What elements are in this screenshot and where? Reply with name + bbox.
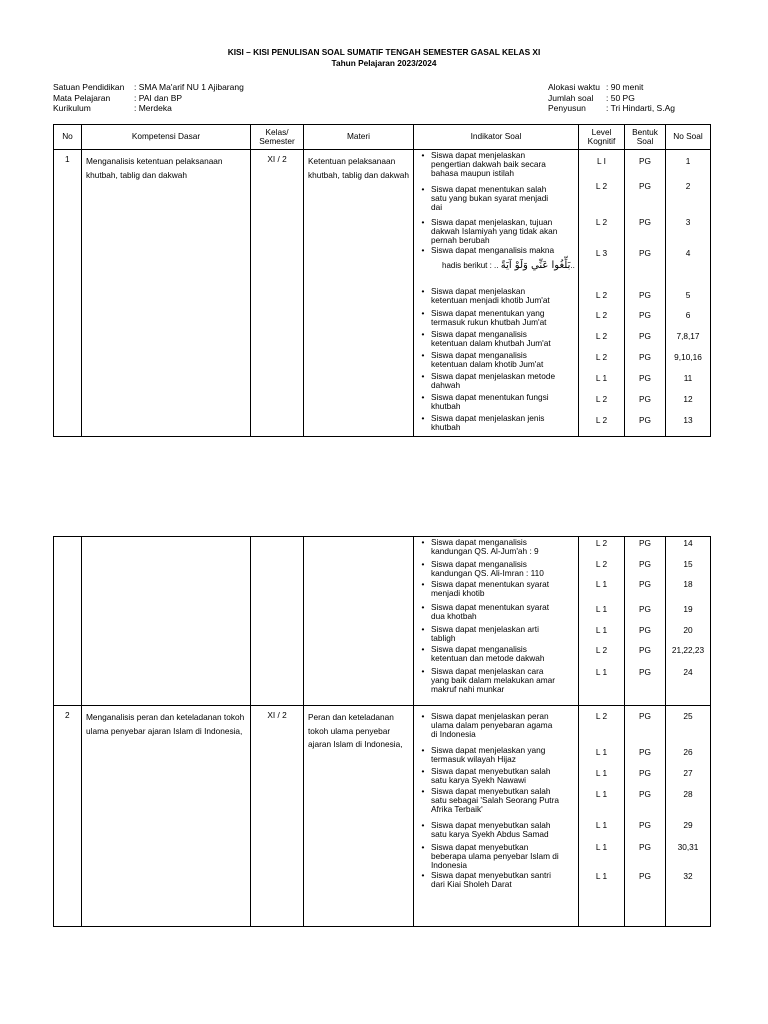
level-value: L I — [597, 156, 606, 166]
indicator-text — [431, 712, 576, 738]
indikator-cell — [414, 150, 579, 437]
meta-value: : Merdeka — [134, 103, 172, 113]
indicator-item — [418, 580, 576, 598]
indicator-line: pernah berubah — [431, 234, 490, 245]
materi: Peran dan keteladanan tokoh ulama penyebar ajaran Islam di Indonesia, — [304, 706, 414, 927]
indicator-line: Siswa dapat menjelaskan cara — [431, 666, 544, 676]
meta-label: Mata Pelajaran — [53, 92, 111, 103]
indicator-line: Siswa dapat menyebutkan salah — [431, 820, 551, 830]
meta-row — [548, 103, 675, 114]
nomor-value: 5 — [685, 290, 691, 300]
indicator-line: dua khotbah — [431, 610, 477, 621]
indikator-cell — [414, 537, 579, 706]
indicator-line: beberapa ulama penyebar Islam di — [431, 850, 559, 861]
meta-label: Satuan Pendidikan — [53, 82, 125, 92]
meta-value: : SMA Ma'arif NU 1 Ajibarang — [134, 82, 244, 92]
indicator-text — [431, 414, 576, 432]
indicator-item — [418, 309, 576, 327]
kelas-semester: XI / 2 — [251, 150, 304, 437]
row-no: 2 — [54, 706, 82, 927]
indicator-text — [431, 645, 576, 663]
indicator-text — [431, 246, 576, 255]
nomor-value: 28 — [683, 789, 693, 799]
bullet-icon: • — [421, 842, 425, 852]
indicator-line: Siswa dapat menentukan fungsi — [431, 392, 549, 402]
bentuk-value: PG — [639, 789, 651, 799]
bentuk-value: PG — [639, 768, 651, 778]
header-bentuk: Bentuk Soal — [625, 125, 666, 150]
level-value: L 2 — [595, 290, 608, 300]
indicator-text — [431, 843, 576, 869]
meta-value: : PAI dan BP — [134, 92, 183, 103]
bentuk-cell — [625, 706, 666, 927]
indicator-line: Siswa dapat menganalisis — [431, 350, 527, 360]
indicator-line: ketentuan dalam khotib Jum'at — [431, 358, 544, 369]
indicator-line: Siswa dapat menentukan yang — [431, 308, 545, 318]
indicator-line: Siswa dapat menyebutkan santri — [431, 870, 551, 880]
meta-label: Alokasi waktu — [548, 82, 600, 92]
bullet-icon: • — [421, 217, 425, 227]
nomor-cell — [666, 537, 711, 706]
meta-row — [548, 93, 675, 104]
kisi-table-1 — [53, 124, 711, 437]
kelas-semester: XI / 2 — [251, 706, 304, 927]
indicator-line: Siswa dapat menentukan syarat — [431, 602, 550, 612]
table-row — [54, 537, 711, 706]
level-value: L 1 — [595, 604, 608, 614]
indicator-line: Siswa dapat menganalisis — [431, 537, 527, 547]
level-value: L 1 — [595, 789, 608, 799]
indicator-text — [431, 871, 576, 889]
header-level: Level Kognitif — [579, 125, 625, 150]
indicator-line: Siswa dapat menjelaskan arti — [431, 624, 539, 634]
bentuk-cell — [625, 150, 666, 437]
level-value: L 2 — [595, 217, 608, 227]
header-materi: Materi — [304, 125, 414, 150]
header-nomor: No Soal — [666, 125, 711, 150]
indicator-item — [418, 625, 576, 643]
indicator-item — [418, 667, 576, 693]
nomor-value: 12 — [683, 394, 693, 404]
nomor-value: 11 — [683, 373, 693, 383]
indicator-line: satu sebagai 'Salah Seorang Putra — [431, 794, 559, 805]
indicator-line: Afrika Terbaik' — [431, 803, 483, 814]
level-cell — [579, 150, 625, 437]
bullet-icon: • — [421, 371, 425, 381]
meta-value: : 50 PG — [606, 92, 635, 103]
bentuk-cell — [625, 537, 666, 706]
bullet-icon: • — [421, 286, 425, 296]
nomor-value: 15 — [683, 559, 693, 569]
kelas-semester — [251, 537, 304, 706]
bentuk-value: PG — [639, 820, 651, 830]
indicator-line: tabligh — [431, 632, 456, 643]
kisi-table-2 — [53, 536, 711, 927]
meta-row — [53, 103, 244, 114]
indicator-line: satu karya Syekh Abdus Samad — [431, 828, 549, 839]
bullet-icon: • — [421, 559, 425, 569]
nomor-value: 14 — [683, 538, 693, 548]
indicator-line: khutbah — [431, 421, 461, 432]
table-header-row — [54, 125, 711, 150]
indicator-line: Siswa dapat menyebutkan salah — [431, 766, 551, 776]
bullet-icon: • — [421, 392, 425, 402]
bentuk-value: PG — [639, 415, 651, 425]
bentuk-value: PG — [639, 711, 651, 721]
bullet-icon: • — [421, 579, 425, 589]
hadis-prefix: hadis berikut : — [442, 261, 492, 270]
indicator-line: Siswa dapat menjelaskan yang — [431, 745, 546, 755]
bullet-icon: • — [421, 245, 425, 255]
level-value: L 1 — [595, 768, 608, 778]
nomor-value: 1 — [685, 156, 691, 166]
nomor-value: 29 — [683, 820, 693, 830]
level-value: L 1 — [595, 871, 608, 881]
level-value: L 1 — [595, 579, 608, 589]
nomor-value: 32 — [683, 871, 693, 881]
bullet-icon: • — [421, 350, 425, 360]
bullet-icon: • — [421, 766, 425, 776]
bentuk-value: PG — [639, 559, 651, 569]
header-no: No — [54, 125, 82, 150]
indicator-line: Siswa dapat menyebutkan — [431, 842, 529, 852]
bentuk-value: PG — [639, 290, 651, 300]
indicator-item — [418, 787, 576, 813]
header-kompetensi: Kompetensi Dasar — [82, 125, 251, 150]
bullet-icon: • — [421, 644, 425, 654]
bentuk-value: PG — [639, 667, 651, 677]
bentuk-value: PG — [639, 747, 651, 757]
bullet-icon: • — [421, 711, 425, 721]
indicator-line: satu yang bukan syarat menjadi — [431, 192, 549, 203]
bentuk-value: PG — [639, 538, 651, 548]
indicator-line: Siswa dapat menjelaskan, tujuan — [431, 217, 553, 227]
bentuk-value: PG — [639, 604, 651, 614]
nomor-value: 20 — [683, 625, 693, 635]
indicator-line: dahwah — [431, 379, 461, 390]
bentuk-value: PG — [639, 842, 651, 852]
nomor-value: 24 — [683, 667, 693, 677]
meta-row — [548, 82, 675, 93]
indicator-text — [431, 746, 576, 764]
nomor-value: 13 — [683, 415, 693, 425]
indicator-line: pengertian dakwah baik secara — [431, 158, 546, 169]
bullet-icon: • — [421, 150, 425, 160]
nomor-value: 4 — [685, 248, 691, 258]
level-value: L 1 — [595, 667, 608, 677]
indicator-text — [431, 351, 576, 369]
level-value: L 1 — [595, 373, 608, 383]
indicator-item — [418, 351, 576, 369]
nomor-value: 3 — [685, 217, 691, 227]
indicator-text — [431, 218, 576, 244]
header-indikator: Indikator Soal — [414, 125, 579, 150]
indicator-text — [431, 787, 576, 813]
bullet-icon: • — [421, 666, 425, 676]
indicator-line: Siswa dapat menjelaskan jenis — [431, 413, 545, 423]
nomor-value: 7,8,17 — [676, 331, 700, 341]
table-row — [54, 150, 711, 437]
indicator-text — [431, 821, 576, 839]
bentuk-value: PG — [639, 310, 651, 320]
indicator-item — [418, 560, 576, 578]
meta-value: : Tri Hindarti, S.Ag — [606, 103, 675, 113]
bentuk-value: PG — [639, 181, 651, 191]
table-row — [54, 706, 711, 927]
meta-row — [53, 93, 244, 104]
meta-label: Jumlah soal — [548, 92, 594, 103]
level-value: L 2 — [595, 181, 608, 191]
indicator-text — [431, 330, 576, 348]
indicator-line: termasuk rukun khutbah Jum'at — [431, 316, 547, 327]
hadis-arabic: بَلِّغُوا عَنِّي وَلَوْ آيَةً — [500, 260, 571, 271]
indicator-text — [431, 393, 576, 411]
bullet-icon: • — [421, 537, 425, 547]
level-value: L 2 — [595, 331, 608, 341]
indicator-line: Siswa dapat menjelaskan metode — [431, 371, 556, 381]
level-value: L 2 — [595, 310, 608, 320]
bullet-icon: • — [421, 184, 425, 194]
meta-right — [548, 82, 675, 114]
indicator-item — [418, 871, 576, 889]
row-no — [54, 537, 82, 706]
bullet-icon: • — [421, 745, 425, 755]
bentuk-value: PG — [639, 217, 651, 227]
indicator-line: khutbah — [431, 400, 461, 411]
nomor-value: 30,31 — [677, 842, 699, 852]
indicator-line: Siswa dapat menganalisis makna — [431, 245, 555, 255]
indicator-line: Siswa dapat menentukan salah — [431, 184, 547, 194]
meta-left — [53, 82, 244, 114]
document-title: KISI – KISI PENULISAN SOAL SUMATIF TENGAH SEMESTER GASAL KELAS XI — [227, 47, 541, 57]
indicator-item — [418, 393, 576, 411]
indicator-item — [418, 151, 576, 177]
indicator-text — [431, 580, 576, 598]
level-value: L 1 — [595, 820, 608, 830]
indicator-line: Siswa dapat menjelaskan — [431, 286, 526, 296]
indicator-line: di Indonesia — [431, 728, 476, 739]
indicator-item — [418, 185, 576, 211]
kompetensi-dasar: Menganalisis peran dan keteladanan tokoh ulama penyebar ajaran Islam di Indonesia, — [82, 706, 251, 927]
indicator-line: Siswa dapat menganalisis — [431, 329, 527, 339]
indicator-line: kandungan QS. Ali-Imran : 110 — [431, 567, 544, 578]
indicator-text — [431, 767, 576, 785]
indicator-line: Indonesia — [431, 859, 467, 870]
bullet-icon: • — [421, 413, 425, 423]
level-value: L 2 — [595, 415, 608, 425]
kompetensi-dasar — [82, 537, 251, 706]
indicator-item — [418, 218, 576, 244]
bentuk-value: PG — [639, 331, 651, 341]
level-value: L 2 — [595, 645, 608, 655]
nomor-cell — [666, 706, 711, 927]
kompetensi-dasar: Menganalisis ketentuan pelaksanaan khutbah, tablig dan dakwah — [82, 150, 251, 437]
nomor-value: 2 — [685, 181, 691, 191]
level-value: L 1 — [595, 842, 608, 852]
indicator-line: Siswa dapat menjelaskan — [431, 150, 526, 160]
indicator-item — [418, 287, 576, 305]
bullet-icon: • — [421, 308, 425, 318]
meta-label: Penyusun — [548, 103, 586, 113]
indicator-line: kandungan QS. Al-Jum'ah : 9 — [431, 545, 539, 556]
bullet-icon: • — [421, 329, 425, 339]
indicator-line: ulama dalam penyebaran agama — [431, 719, 553, 730]
indicator-item — [418, 712, 576, 738]
level-value: L 2 — [595, 711, 608, 721]
bullet-icon: • — [421, 870, 425, 880]
nomor-cell — [666, 150, 711, 437]
indicator-line: Siswa dapat menyebutkan salah — [431, 786, 551, 796]
level-cell — [579, 706, 625, 927]
indicator-item — [418, 767, 576, 785]
indicator-line: bahasa maupun istilah — [431, 167, 515, 178]
bullet-icon: • — [421, 602, 425, 612]
indicator-line: ketentuan menjadi khotib Jum'at — [431, 294, 550, 305]
materi — [304, 537, 414, 706]
bentuk-value: PG — [639, 394, 651, 404]
level-value: L 2 — [595, 394, 608, 404]
indicator-item — [418, 843, 576, 869]
bentuk-value: PG — [639, 625, 651, 635]
indicator-line: Siswa dapat menentukan syarat — [431, 579, 550, 589]
nomor-value: 27 — [683, 768, 693, 778]
materi: Ketentuan pelaksanaan khutbah, tablig dan dakwah — [304, 150, 414, 437]
indicator-line: Siswa dapat menganalisis — [431, 644, 527, 654]
indicator-text — [431, 185, 576, 211]
indicator-text — [431, 667, 576, 693]
indicator-line: termasuk wilayah Hijaz — [431, 753, 516, 764]
bentuk-value: PG — [639, 248, 651, 258]
indicator-item — [418, 246, 576, 255]
indicator-line: dakwah Islamiyah yang tidak akan — [431, 225, 558, 236]
indicator-text — [431, 560, 576, 578]
bentuk-value: PG — [639, 871, 651, 881]
nomor-value: 9,10,16 — [674, 352, 702, 362]
bullet-icon: • — [421, 786, 425, 796]
indicator-text — [431, 151, 576, 177]
indicator-item — [418, 330, 576, 348]
indicator-item — [418, 603, 576, 621]
indicator-line: Siswa dapat menganalisis — [431, 559, 527, 569]
row-no: 1 — [54, 150, 82, 437]
bentuk-value: PG — [639, 156, 651, 166]
indicator-line: dai — [431, 201, 443, 212]
indicator-line: ketentuan dan metode dakwah — [431, 652, 545, 663]
nomor-value: 19 — [683, 604, 693, 614]
header-kelas: Kelas/ Semester — [251, 125, 304, 150]
nomor-value: 6 — [685, 310, 691, 320]
level-value: L 2 — [595, 352, 608, 362]
meta-value: : 90 menit — [606, 82, 644, 92]
indicator-text — [431, 309, 576, 327]
indicator-text — [431, 538, 576, 556]
indicator-item — [418, 372, 576, 390]
indicator-text — [431, 625, 576, 643]
nomor-value: 26 — [683, 747, 693, 757]
level-value: L 1 — [595, 625, 608, 635]
meta-label: Kurikulum — [53, 103, 91, 113]
indicator-item — [418, 645, 576, 663]
indicator-line: satu karya Syekh Nawawi — [431, 774, 526, 785]
indicator-line: dari Kiai Sholeh Darat — [431, 878, 512, 889]
level-value: L 3 — [595, 248, 608, 258]
level-cell — [579, 537, 625, 706]
bentuk-value: PG — [639, 579, 651, 589]
indicator-line: Siswa dapat menjelaskan peran — [431, 711, 549, 721]
bullet-icon: • — [421, 624, 425, 634]
indicator-line: menjadi khotib — [431, 587, 485, 598]
bullet-icon: • — [421, 820, 425, 830]
document-subtitle: Tahun Pelajaran 2023/2024 — [331, 58, 437, 68]
level-value: L 2 — [595, 538, 608, 548]
indicator-line: yang baik dalam melakukan amar — [431, 674, 556, 685]
indikator-cell — [414, 706, 579, 927]
hadis-line: hadis berikut : .. بَلِّغُوا عَنِّي وَلَوْ آيَةً.. — [442, 260, 575, 271]
bentuk-value: PG — [639, 645, 651, 655]
bentuk-value: PG — [639, 373, 651, 383]
indicator-text — [431, 603, 576, 621]
indicator-item — [418, 414, 576, 432]
indicator-line: makruf nahi munkar — [431, 683, 505, 694]
indicator-text — [431, 287, 576, 305]
nomor-value: 25 — [683, 711, 693, 721]
bentuk-value: PG — [639, 352, 651, 362]
nomor-value: 18 — [683, 579, 693, 589]
indicator-line: ketentuan dalam khutbah Jum'at — [431, 337, 551, 348]
indicator-item — [418, 821, 576, 839]
meta-row — [53, 82, 244, 93]
level-value: L 1 — [595, 747, 608, 757]
indicator-item — [418, 538, 576, 556]
indicator-item — [418, 746, 576, 764]
level-value: L 2 — [595, 559, 608, 569]
nomor-value: 21,22,23 — [671, 645, 705, 655]
indicator-text — [431, 372, 576, 390]
